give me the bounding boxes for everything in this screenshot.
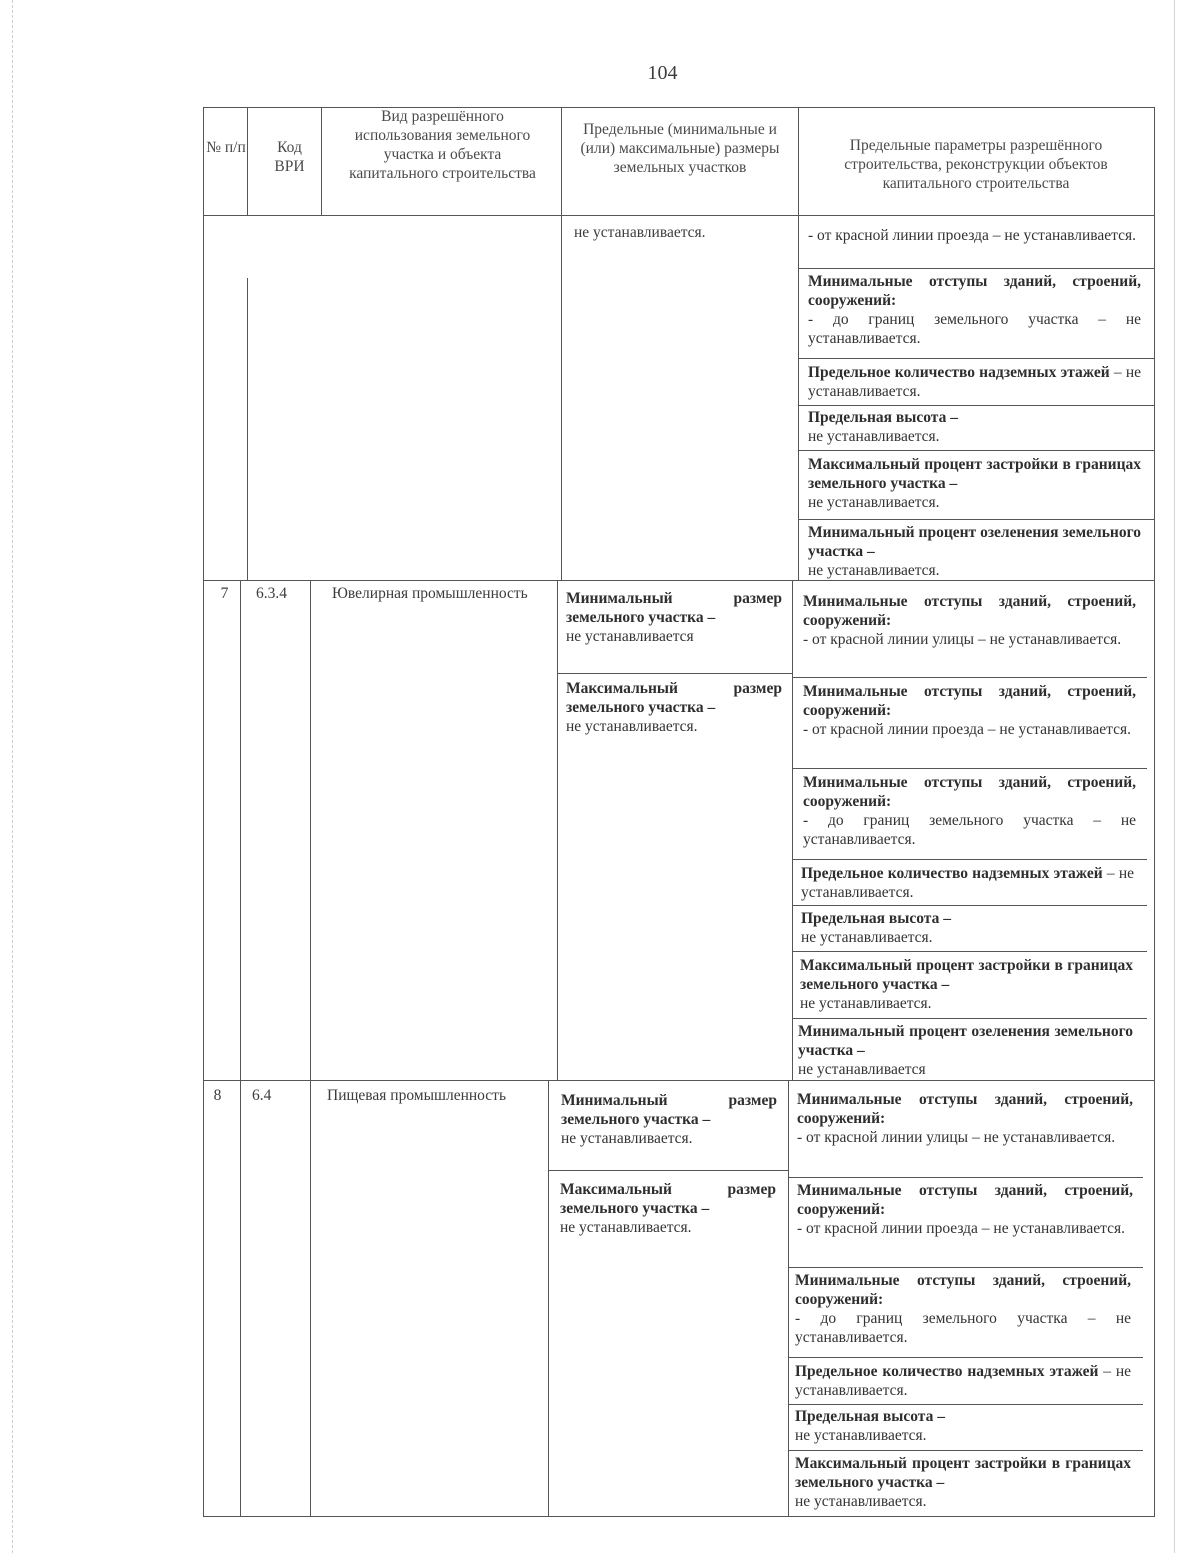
param-title: Минимальные отступы зданий, строений, сооружений: xyxy=(803,593,1136,629)
param-title: Максимальный процент застройки в границах земельного участка – xyxy=(800,957,1133,993)
size-min-title: Минимальный размер земельного участка – xyxy=(566,590,782,626)
param-divider xyxy=(788,1450,1143,1451)
size-min-title: Минимальный размер земельного участка – xyxy=(561,1092,777,1128)
param-block xyxy=(808,226,1141,245)
param-title: Максимальный процент застройки в границах земельного участка – xyxy=(808,456,1141,492)
param-divider xyxy=(792,951,1147,952)
page-number: 104 xyxy=(647,62,678,84)
size-min-text: не устанавливается xyxy=(566,628,694,645)
param-title: Минимальные отступы зданий, строений, сооружений: xyxy=(797,1091,1133,1127)
scan-edge-mark xyxy=(1174,0,1175,1553)
header-divider xyxy=(203,215,1155,216)
param-title: Предельное количество надземных этажей xyxy=(808,364,1110,381)
row-number: 7 xyxy=(220,585,229,602)
param-title: Предельное количество надземных этажей xyxy=(795,1363,1099,1380)
size-divider xyxy=(548,1170,788,1171)
param-text: – не устанавливается. xyxy=(795,1363,1131,1399)
param-divider xyxy=(788,1267,1143,1268)
param-text: не устанавливается. xyxy=(808,562,940,579)
param-block xyxy=(795,1362,1131,1400)
param-block xyxy=(803,773,1136,849)
param-block xyxy=(795,1454,1131,1511)
param-text: не устанавливается. xyxy=(801,929,933,946)
param-text: - до границ земельного участка – не устанавливается. xyxy=(795,1310,1131,1346)
column-divider xyxy=(798,107,799,580)
param-title: Минимальные отступы зданий, строений, сооружений: xyxy=(797,1182,1133,1218)
param-divider xyxy=(788,1357,1143,1358)
header-num: № п/п xyxy=(206,139,246,156)
param-divider xyxy=(798,268,1155,269)
param-block xyxy=(797,1181,1133,1238)
param-text: не устанавливается. xyxy=(808,428,940,445)
header-kind: Вид разрешённого использования земельного участка и объекта капитального строительства xyxy=(349,108,536,182)
param-divider xyxy=(798,358,1155,359)
param-text: – не устанавливается. xyxy=(808,364,1141,400)
row-code: 6.3.4 xyxy=(256,585,287,602)
row-divider xyxy=(203,1080,1155,1081)
param-block xyxy=(808,408,1141,446)
param-text: не устанавливается. xyxy=(795,1493,927,1510)
param-block xyxy=(800,956,1133,1013)
column-divider xyxy=(310,580,311,1517)
column-divider xyxy=(247,107,248,215)
param-title: Минимальный процент озеленения земельного участка – xyxy=(798,1023,1133,1059)
param-text: - от красной линии проезда – не устанавливается. xyxy=(803,721,1131,738)
param-divider xyxy=(798,519,1155,520)
param-block xyxy=(808,363,1141,401)
param-text: - до границ земельного участка – не устанавливается. xyxy=(808,311,1141,347)
param-block xyxy=(808,523,1141,580)
param-divider xyxy=(792,768,1147,769)
param-block xyxy=(803,592,1136,649)
row-divider xyxy=(203,580,1155,581)
column-divider xyxy=(792,580,793,1080)
param-block xyxy=(795,1271,1131,1347)
size-min-block xyxy=(561,1091,777,1148)
param-title: Предельная высота – xyxy=(795,1408,945,1425)
column-divider xyxy=(788,1080,789,1517)
param-title: Минимальный процент озеленения земельного участка – xyxy=(808,524,1141,560)
param-text: не устанавливается. xyxy=(795,1427,927,1444)
size-min-block xyxy=(566,589,782,646)
param-divider xyxy=(792,905,1147,906)
param-text: не устанавливается. xyxy=(808,494,940,511)
param-text: не устанавливается xyxy=(798,1061,926,1078)
param-divider xyxy=(788,1404,1143,1405)
param-divider xyxy=(798,405,1155,406)
param-title: Минимальные отступы зданий, строений, сооружений: xyxy=(795,1272,1131,1308)
row-number: 8 xyxy=(213,1087,222,1104)
param-text: - от красной линии улицы – не устанавливается. xyxy=(803,631,1122,648)
param-text: - от красной линии проезда – не устанавливается. xyxy=(797,1220,1125,1237)
param-title: Предельная высота – xyxy=(808,409,958,426)
param-divider xyxy=(798,450,1155,451)
param-block xyxy=(801,909,1134,947)
param-title: Предельное количество надземных этажей xyxy=(801,865,1103,882)
size-max-text: не устанавливается. xyxy=(566,718,698,735)
param-text: - до границ земельного участка – не устанавливается. xyxy=(803,812,1136,848)
row-code: 6.4 xyxy=(252,1087,272,1104)
param-block xyxy=(798,1022,1133,1079)
param-block xyxy=(808,272,1141,348)
param-title: Минимальные отступы зданий, строений, сооружений: xyxy=(803,683,1136,719)
column-divider xyxy=(247,278,248,580)
param-block xyxy=(795,1407,1131,1445)
size-max-text: не устанавливается. xyxy=(560,1219,692,1236)
size-max-block xyxy=(560,1180,776,1237)
row-kind: Пищевая промышленность xyxy=(327,1087,507,1104)
param-text: не устанавливается. xyxy=(800,995,932,1012)
param-text: - от красной линии улицы – не устанавливается. xyxy=(797,1129,1116,1146)
column-divider xyxy=(557,580,558,1080)
param-title: Минимальные отступы зданий, строений, сооружений: xyxy=(808,273,1141,309)
size-max-block xyxy=(566,679,782,736)
param-block xyxy=(803,682,1136,739)
param-divider xyxy=(792,1018,1147,1019)
param-title: Минимальные отступы зданий, строений, сооружений: xyxy=(803,774,1136,810)
size-max-title: Максимальный размер земельного участка – xyxy=(566,680,782,716)
param-divider xyxy=(792,677,1147,678)
size-max-title: Максимальный размер земельного участка – xyxy=(560,1181,776,1217)
header-code: Код ВРИ xyxy=(274,139,305,175)
param-text: – не устанавливается. xyxy=(801,865,1134,901)
param-divider xyxy=(788,1177,1143,1178)
header-sizes: Предельные (минимальные и (или) максимальные) размеры земельных участков xyxy=(580,121,780,176)
row-kind: Ювелирная промышленность xyxy=(332,585,528,602)
column-divider xyxy=(561,107,562,580)
param-divider xyxy=(792,859,1147,860)
column-divider xyxy=(548,1080,549,1517)
param-text: - от красной линии проезда – не устанавливается. xyxy=(808,227,1136,244)
param-block xyxy=(797,1090,1133,1147)
param-block xyxy=(808,455,1141,512)
size-min-text: не устанавливается. xyxy=(561,1130,693,1147)
size-text: не устанавливается. xyxy=(574,224,706,241)
param-block xyxy=(801,864,1134,902)
column-divider xyxy=(321,107,322,215)
header-params: Предельные параметры разрешённого строительства, реконструкции объектов капитального строительства xyxy=(844,137,1108,192)
column-divider xyxy=(240,580,241,1517)
size-divider xyxy=(557,673,792,674)
scan-edge-mark xyxy=(12,0,13,1553)
param-title: Максимальный процент застройки в границах земельного участка – xyxy=(795,1455,1131,1491)
param-title: Предельная высота – xyxy=(801,910,951,927)
